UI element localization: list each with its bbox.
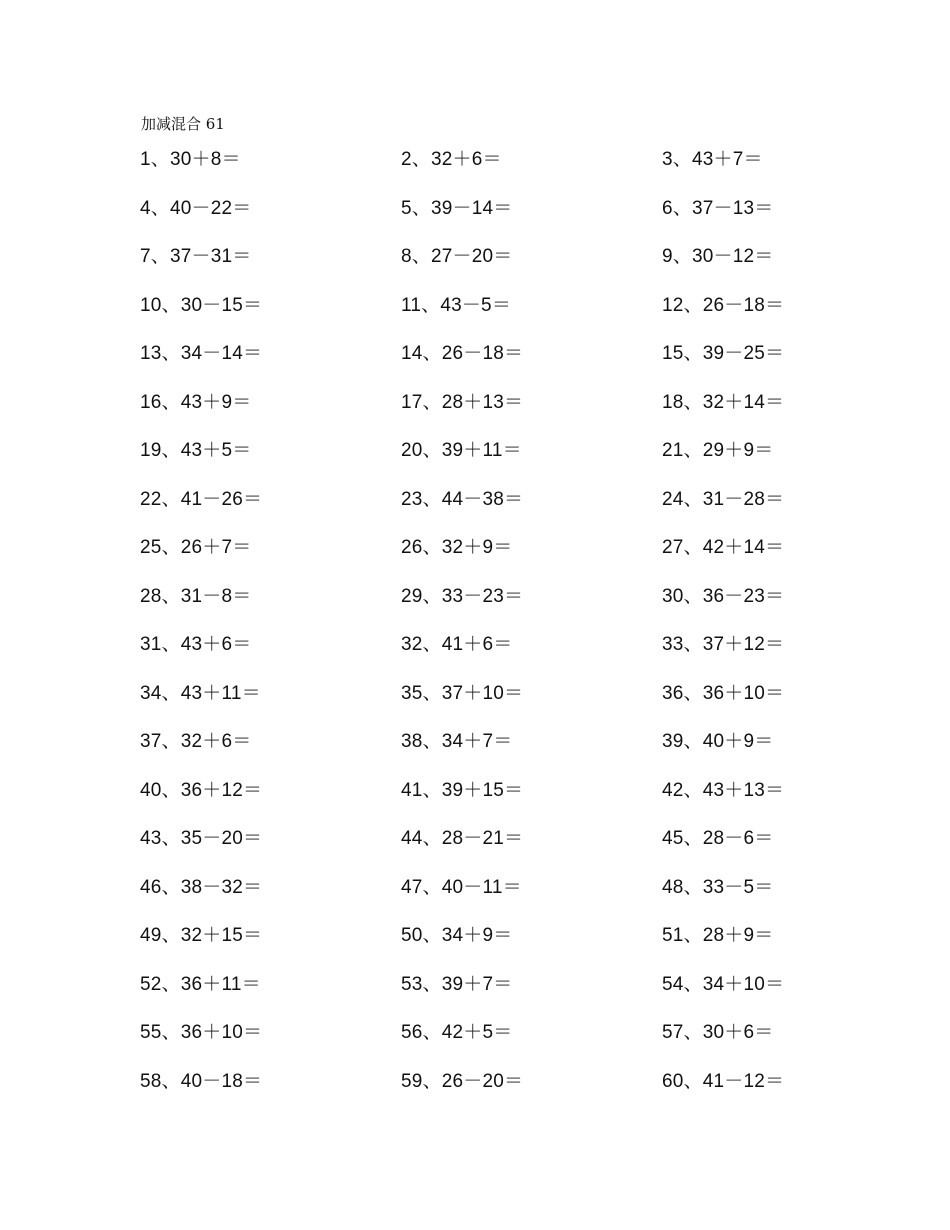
problem-item: 51、28＋9＝: [662, 925, 774, 946]
problem-item: 46、38－32＝: [140, 876, 263, 898]
problem-item: 30、36－23＝: [662, 585, 785, 607]
problem-item: 43、35－20＝: [140, 828, 263, 849]
problem-item: 26、32＋9＝: [401, 537, 513, 558]
problem-item: 35、37＋10＝: [401, 682, 524, 704]
problem-item: 48、33－5＝: [662, 876, 774, 898]
problem-item: 47、40－11＝: [401, 876, 522, 898]
problem-item: 49、32＋15＝: [140, 925, 263, 946]
problem-item: 44、28－21＝: [401, 828, 524, 849]
problem-item: 38、34＋7＝: [401, 731, 513, 752]
problem-item: 23、44－38＝: [401, 488, 524, 510]
problem-item: 8、27－20＝: [401, 246, 513, 267]
problem-item: 3、43＋7＝: [662, 149, 763, 170]
problem-item: 17、28＋13＝: [401, 391, 524, 413]
problem-item: 19、43＋5＝: [140, 440, 252, 461]
problem-item: 59、26－20＝: [401, 1070, 524, 1092]
problem-item: 7、37－31＝: [140, 246, 252, 267]
problem-item: 20、39＋11＝: [401, 440, 522, 461]
problem-item: 15、39－25＝: [662, 343, 785, 364]
problem-item: 21、29＋9＝: [662, 440, 774, 461]
problem-item: 18、32＋14＝: [662, 391, 785, 413]
problem-item: 28、31－8＝: [140, 585, 252, 607]
problem-item: 53、39＋7＝: [401, 973, 513, 995]
problem-item: 1、30＋8＝: [140, 149, 241, 170]
problem-item: 9、30－12＝: [662, 246, 774, 267]
problem-item: 22、41－26＝: [140, 488, 263, 510]
problem-item: 57、30＋6＝: [662, 1022, 774, 1043]
problem-item: 37、32＋6＝: [140, 731, 252, 752]
problem-item: 58、40－18＝: [140, 1070, 263, 1092]
problem-item: 52、36＋11＝: [140, 973, 261, 995]
problem-item: 33、37＋12＝: [662, 634, 785, 655]
problem-item: 34、43＋11＝: [140, 682, 261, 704]
problem-item: 60、41－12＝: [662, 1070, 785, 1092]
problem-item: 29、33－23＝: [401, 585, 524, 607]
problem-item: 32、41＋6＝: [401, 634, 513, 655]
problem-item: 27、42＋14＝: [662, 537, 785, 558]
problem-item: 50、34＋9＝: [401, 925, 513, 946]
problem-item: 42、43＋13＝: [662, 779, 785, 801]
problem-item: 4、40－22＝: [140, 197, 252, 219]
problem-item: 10、30－15＝: [140, 294, 263, 316]
problem-grid: [140, 146, 860, 1116]
problem-item: 2、32＋6＝: [401, 149, 502, 170]
problem-item: 14、26－18＝: [401, 343, 524, 364]
problem-item: 13、34－14＝: [140, 343, 263, 364]
problem-item: 24、31－28＝: [662, 488, 785, 510]
problem-item: 41、39＋15＝: [401, 779, 524, 801]
problem-item: 45、28－6＝: [662, 828, 774, 849]
problem-item: 36、36＋10＝: [662, 682, 785, 704]
worksheet-title: 加减混合 61: [141, 115, 225, 133]
problem-item: 31、43＋6＝: [140, 634, 252, 655]
problem-item: 40、36＋12＝: [140, 779, 263, 801]
problem-item: 55、36＋10＝: [140, 1022, 263, 1043]
problem-item: 56、42＋5＝: [401, 1022, 513, 1043]
problem-item: 39、40＋9＝: [662, 731, 774, 752]
problem-item: 12、26－18＝: [662, 294, 785, 316]
problem-item: 16、43＋9＝: [140, 391, 252, 413]
problem-item: 54、34＋10＝: [662, 973, 785, 995]
problem-item: 11、43－5＝: [401, 294, 512, 316]
problem-item: 5、39－14＝: [401, 197, 513, 219]
problem-item: 6、37－13＝: [662, 197, 774, 219]
problem-item: 25、26＋7＝: [140, 537, 252, 558]
